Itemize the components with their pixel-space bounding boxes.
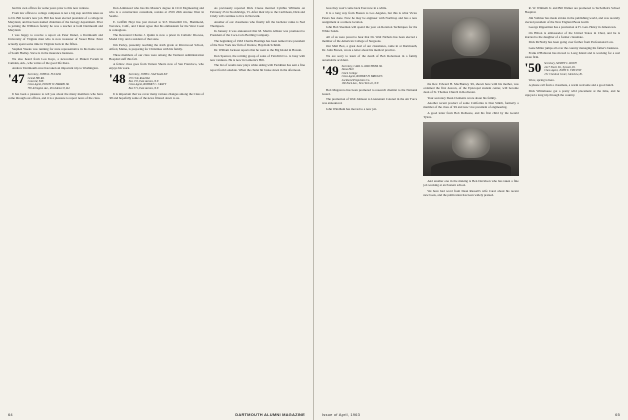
class-year: '50 (524, 60, 542, 76)
paragraph: The list of results new plays white skiing with Fieldman has sent a fine report from Lansdale. When the chalet hit broke down in the afternoon. (210, 63, 305, 72)
paragraph: Dick Whitehouse got a pretty wild placement at the time, and he enjoyed a long trip through the country. (524, 88, 620, 98)
paragraph: We also heard from Lou Kaye, a newcomer at Pinkett Forum in Camden, Ark., who writes of the good life there. (8, 56, 103, 65)
paragraph: Andrew Dartmouth once has taken an important trip to Washington. (12, 66, 99, 71)
right-page (314, 0, 628, 420)
paragraph: We have had word from Dean Russell's wife Carol about his recent new book, and the publication has been widely praised. (423, 188, 519, 197)
class-heading-47 (8, 73, 103, 90)
paragraph: Three members of our class were among the Vermont Administration Hospital staff this fall. (109, 52, 204, 61)
left-column-3 (210, 6, 305, 400)
portrait-shoulders (431, 160, 511, 176)
class-year: '48 (109, 71, 126, 87)
page-number: 65 (615, 412, 620, 417)
portrait-photo (423, 122, 518, 176)
paragraph: Dick McNulty has been going over further from Professional Law. (528, 40, 614, 45)
paragraph: A good letter from Bob Dolbeare, and his first child by the Gerald Tylers. (423, 110, 519, 119)
paragraph: Bob Mugavero has been promoted to research chemist to the National Guard. (322, 87, 418, 96)
paragraph: John Windham has moved to a new job. (326, 106, 377, 111)
paragraph: All of us were proud to hear that Dr. Walt Nichols has been elected a member of the American College of Surgeons. (322, 34, 418, 43)
paragraph: A fellow class goes from Vernon Shorts now of San Francisco, who enjoys his work. (109, 62, 204, 71)
right-column-2 (423, 6, 518, 400)
paragraph: In January it was announced that M. Martin Allister was promoted to President of the Coca-Cola Bottling Company. (210, 29, 305, 38)
left-page-columns (8, 6, 305, 400)
issue-date: Issue of April, 1963 (322, 412, 361, 417)
paragraph: boss they won't come back East now in a while. (326, 6, 387, 10)
paragraph: A phone call from a classmate, a warm welcome and a good lunch. (528, 83, 614, 88)
paragraph: Stephen Weeks was running for state representative in his home town of South Hadley. Steve is in the insurance business. (8, 47, 103, 56)
portrait-face (452, 17, 490, 56)
paragraph: It is a long way from Boston to Los Angeles, but this is what Victor Peters has done. Now he may be engineer with Northrop and has a new assignment at a remote location. (322, 11, 418, 24)
paragraph: Don Armistead who has his Master's degree in Civil Engineering and who is a construction consultant, resides at 2559 26th Avenue West in Seattle. (109, 6, 204, 19)
paragraph: The Reverend Charles J. Quinn is now a priest in Catholic Diocese, Model City, and a resident of that state. (109, 33, 204, 42)
paragraph: Your secretary Dean Clements wrote about his family. (427, 95, 497, 100)
paragraph: Frank O'Halloran has moved to Long Island and is working for a real estate firm. (524, 51, 620, 60)
paragraph: E. Griffith Hoyt has just moved to 915 Westerhill Dr., Hammond, Torrance, Calif., and I must agree that his enthusiasm for the West Coast is contagious. (109, 19, 204, 32)
magazine-title: DARTMOUTH ALUMNI MAGAZINE (235, 412, 305, 417)
right-column-1 (322, 6, 417, 400)
paragraph: Jim Perley, presently teaching the sixth grade at Riverwood School, Alfred, Maine, is preparing for Christmas with his family. (109, 42, 204, 52)
portrait-photo (423, 9, 518, 79)
left-column-1 (8, 6, 103, 400)
paragraph: I was happy to receive a report on Peter Dunel, a Dartmouth and University of Virginia man who is now treasurer of Sweet Briar. Peter actually spent some time in Virginia back in the fifties. (8, 33, 103, 46)
right-page-footer (322, 412, 620, 417)
class-year: '49 (322, 63, 339, 79)
paragraph: From law offices to college campuses is not a big step and this takes us to Dr. Bill Grant's new job. Bill has been elected president of a college in Maryland, and has been named chairman of the biology department. Prior to joining the Williston faculty he was a teacher at both Dartmouth and Maryland. (8, 11, 103, 32)
paragraph: Wow, spring is here. (528, 78, 555, 82)
right-page-columns (322, 6, 620, 400)
portrait-shoulders (431, 58, 511, 79)
portrait-face (452, 128, 490, 158)
paragraph: R. W. Wilmeth Jr. and Bill Walker are promoted to Tech-Men's School Hospital. (524, 6, 620, 15)
class-officers: Secretary, JOHN L. VAN KALLEN 155 Chin Road Rd. Box 155, East Aurora, N.Y. Class Agent, ROBERT C. CRAFT Box 571, East Aurora, N.Y. (128, 73, 168, 90)
paragraph: As previously reported Dick Cleese married Cynthia Williams on February 25 in Stockbridge, Vt. After their trip to the Caribbean, Dick and Cindy will continue to live in Norwalk. (210, 6, 305, 19)
class-year: '47 (8, 71, 25, 87)
left-column-2 (109, 6, 204, 400)
class-heading-48 (109, 73, 204, 90)
paragraph: Gene Miller jumps all over the country managing his father's business. (528, 45, 619, 50)
class-officers: Secretary, SIDNEY L. ROTH 2417 Shore Dr., Syosset, Ill. Class Agent, JOHN E. VINCENT 151 Chestnut Court, Glenview, Ill. (544, 62, 583, 76)
paragraph: The beginning of 1963 Charlie Hastings has been named vice president of the New York law firm of Darlow, Haydn & Schmitt. (210, 38, 305, 47)
paragraph: Another of our classmates who finally left the bachelor ranks is Ned Thompson. (210, 19, 305, 28)
class-officers: Secretary, CARL G. KIRCHNER JR. Dana Hall Clark College Class Agent, ROBERT H. BRIDGES Lockheed Propulsion Co. 160 Park Ave., New York 22, N.Y. (341, 65, 383, 86)
paragraph: It is important that we cover many various changes among the Class of '48 and hopefully some of the news filtered down to us. (109, 92, 204, 101)
page-number: 64 (8, 412, 13, 417)
paragraph: And another one in the making is Ben Davidson who has taken a fine job working at an Eastern school. (423, 178, 519, 188)
paragraph: Dr. William Jackson reports that he went to the Big Island in Hawaii. (214, 48, 302, 53)
class-officers: Secretary, JOHN K. FULLER Grand Hill Rd. Concord, N.H. Class Agent, EDWIN W. HARRIS JR. 765 Arlington Ave., Providence 8, R.I. (27, 73, 71, 90)
class-heading-50 (525, 62, 620, 76)
class-heading-49 (322, 65, 417, 85)
paragraph: John Bob Sleeman will spend the year on Rotation Techniques for the White Sands. (322, 25, 418, 34)
paragraph: Another recent product of some California is Don Smith, formerly a member of the class of '49 and now vice president of engineering. (423, 101, 519, 110)
right-column-3 (525, 6, 620, 400)
paragraph: Jim Vollmer has made strides in the publishing world, and was recently elected president of the New England Book Guild. (524, 15, 620, 24)
paragraph: Our Mail Box, a great deal of our classmates, came in at Dartmouth, Dr. John Brown, wrote a letter about his medical practice. (322, 44, 418, 53)
paragraph: We are sorry to learn of the death of Bob Robertson in a family automobile accident. (322, 53, 418, 62)
paragraph: had his own offices for some years prior to this new venture. (12, 6, 90, 10)
paragraph: The promotion of Walt Johnson to Lieutenant Colonel in the Air Force was announced. (322, 97, 418, 106)
paragraph: Don Spencer, the retiring group of sales of Fairchild Co. is busy with new ventures. He is now in Lamotte's Hill. (210, 53, 305, 62)
left-page-footer (8, 412, 305, 417)
photo-caption: the Rev. Edward H. MacBurney '49, shown here with his mother, was ordained the first deacon, of the Episcopal student center, will become dean of St. Thomas Church in Rochester. (423, 82, 519, 95)
paragraph: George Ripperman has a promotion at Ft. Gen. Henry in Jamestown. (528, 25, 617, 30)
paragraph: It has been a pleasure to tell you about the many members who have come through our offices, and it is a pleasure to report news of the class. (8, 92, 103, 101)
paragraph: On Hilton is ambassador of the United States in Chad, and he is married to the daughter of a former classmate. (524, 30, 620, 39)
